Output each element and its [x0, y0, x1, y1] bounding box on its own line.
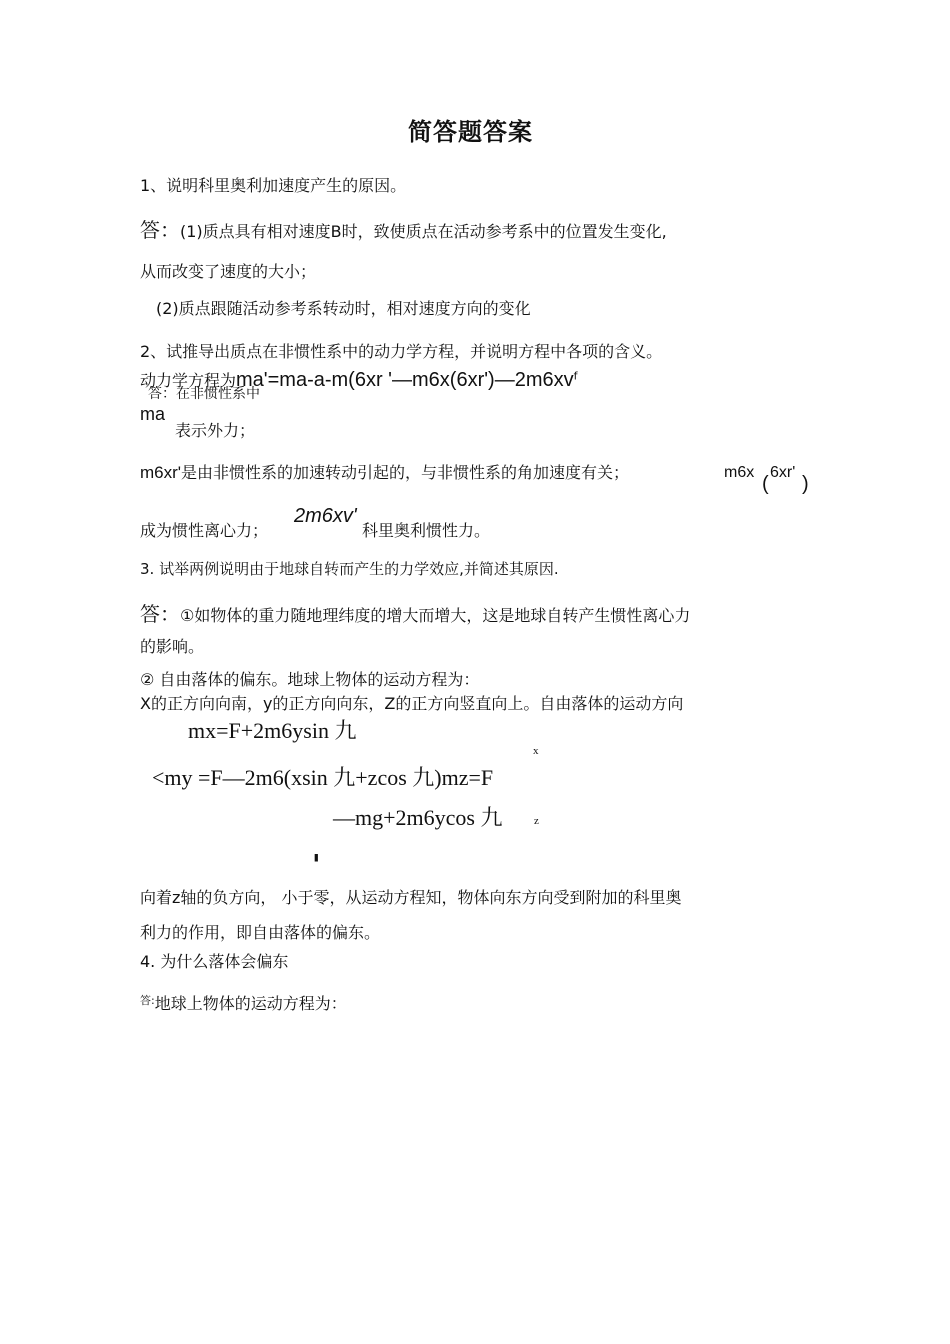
term3-meaning: 科里奥利惯性力。 [362, 521, 491, 540]
q1-answer-line3: (2)质点跟随活动参考系转动时，相对速度方向的变化 [156, 299, 531, 318]
question-2: 2、试推导出质点在非惯性系中的动力学方程，并说明方程中各项的含义。 [140, 342, 663, 361]
q3-line5: 向着z轴的负方向， 小于零，从运动方程知，物体向东方向受到附加的科里奥 [140, 888, 682, 907]
term2-paren-open: ( [762, 473, 769, 495]
q1-answer-line1 [140, 218, 667, 242]
ma-label: ma [140, 404, 166, 424]
equation-prefix: 动力学方程为 [140, 371, 237, 390]
answer-text: 地球上物体的运动方程为： [154, 994, 347, 1013]
question-4: 4. 为什么落体会偏东 [140, 952, 289, 971]
equation-3: —mg+2m6ycos 九 [333, 805, 503, 830]
equation-3-subscript: z [534, 815, 539, 827]
term1-line [140, 463, 629, 483]
page-title: 简答题答案 [408, 118, 533, 146]
equation-sup: f [573, 369, 578, 383]
term2-paren-close: ) [802, 473, 809, 495]
q2-answer-small: 答：在非惯性系中 [148, 386, 260, 402]
ma-meaning: 表示外力； [175, 421, 256, 440]
q1-answer-line2: 从而改变了速度的大小； [140, 262, 317, 281]
q3-line6: 利力的作用，即自由落体的偏东。 [140, 923, 381, 942]
q3-line2: 的影响。 [140, 637, 205, 656]
q3-line1 [140, 602, 690, 626]
q3-line3: ② 自由落体的偏东。地球上物体的运动方程为： [140, 670, 480, 689]
term3: 2m6xv' [294, 505, 357, 527]
term1: m6xr' [140, 463, 182, 482]
q3-line4: X的正方向向南，y的正方向向东，Z的正方向竖直向上。自由落体的运动方向 [140, 694, 684, 713]
question-1: 1、说明科里奥利加速度产生的原因。 [140, 176, 407, 195]
equation-1: mx=F+2m6ysin 九 [188, 718, 357, 743]
term2-meaning: 成为惯性离心力； [140, 521, 269, 540]
equation-2: <my =F—2m6(xsin 九+zcos 九)mz=F [152, 765, 494, 790]
term1-meaning: 是由非惯性系的加速转动引起的，与非惯性系的角加速度有关； [181, 463, 630, 482]
q4-answer [140, 994, 347, 1013]
answer-text: ①如物体的重力随地理纬度的增大而增大，这是地球自转产生惯性离心力 [180, 606, 691, 625]
question-3: 3. 试举两例说明由于地球自转而产生的力学效应,并简述其原因. [140, 560, 559, 578]
answer-text: (1)质点具有相对速度Β时，致使质点在活动参考系中的位置发生变化, [180, 222, 667, 241]
equation-main: ma'=ma-a-m(6xr '—m6x(6xr')—2m6xv [236, 369, 574, 391]
term2-a: m6x [724, 464, 755, 481]
equation-1-subscript: x [533, 745, 539, 757]
term2-b: 6xr' [770, 464, 796, 481]
answer-label: 答： [140, 602, 180, 626]
stray-mark: ' [312, 848, 321, 881]
answer-label: 答: [140, 994, 155, 1007]
answer-label: 答： [140, 218, 180, 242]
